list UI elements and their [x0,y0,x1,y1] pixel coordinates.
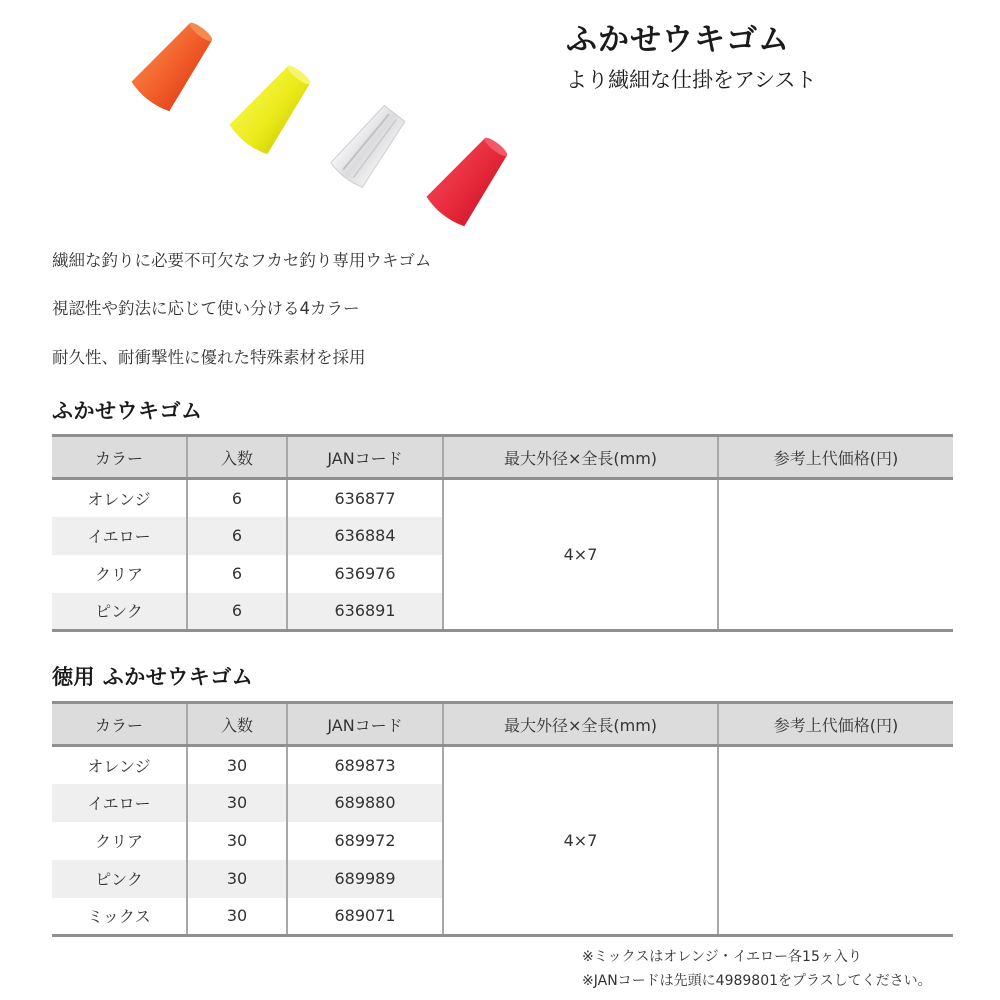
clear-cap [329,101,410,189]
cell-jan-code: 689873 [287,746,443,784]
cell-quantity: 30 [187,784,287,822]
header-jan-code: JANコード [287,436,443,479]
cell-jan-code: 689972 [287,822,443,860]
cell-color: イエロー [52,517,187,555]
section-title-value-pack: 徳用 ふかせウキゴム [52,665,254,689]
table-header-row [52,436,953,479]
feature-line-3: 耐久性、耐衝撃性に優れた特殊素材を採用 [52,348,366,367]
cell-color: ピンク [52,860,187,898]
cell-color: オレンジ [87,756,151,776]
spec-table-standard [52,434,953,632]
cell-color: ピンク [52,593,187,631]
cell-jan-code: 636976 [287,555,443,593]
pink-cap [424,129,517,229]
cell-color: ミックス [52,898,187,936]
cell-jan-code: 636891 [287,593,443,631]
float-rubber-caps-illustration [100,0,550,230]
product-title: ふかせウキゴム [566,22,790,58]
cell-quantity: 30 [187,860,287,898]
header-price: 参考上代価格(円) [718,703,953,746]
cell-jan-code: 689071 [287,898,443,936]
cell-quantity: 30 [187,898,287,936]
cell-price [718,479,953,631]
cell-jan-code: 689989 [287,860,443,898]
cell-color: クリア [94,832,143,851]
header-color: カラー [52,436,187,479]
cell-price [718,746,953,936]
table-header-row [52,703,953,746]
spec-table-value-pack [52,701,953,937]
cell-color: クリア [94,565,143,584]
product-subtitle: より繊細な仕掛をアシスト [566,68,817,92]
feature-line-1: 繊細な釣りに必要不可欠なフカセ釣り専用ウキゴム [52,251,432,270]
cell-color: イエロー [52,784,187,822]
header-color: カラー [52,703,187,746]
orange-cap [129,14,222,114]
cell-quantity: 6 [187,517,287,555]
cell-jan-code: 636877 [287,479,443,517]
table-row [52,479,953,517]
section-title-standard: ふかせウキゴム [52,399,203,423]
cell-color: オレンジ [87,489,151,509]
header-quantity: 入数 [187,703,287,746]
header-quantity: 入数 [187,436,287,479]
cell-quantity: 30 [187,746,287,784]
header-size: 最大外径×全長(mm) [443,436,718,479]
table-row [52,746,953,784]
footnote-jan-prefix: ※JANコードは先頭に4989801をプラスしてください。 [582,973,932,989]
cell-quantity: 30 [187,822,287,860]
header-size: 最大外径×全長(mm) [443,703,718,746]
header-price: 参考上代価格(円) [718,436,953,479]
footnote-mix-contents: ※ミックスはオレンジ・イエロー各15ヶ入り [582,949,862,965]
product-photo [100,0,550,230]
cell-size: 4×7 [443,479,718,631]
cell-size: 4×7 [443,746,718,936]
cell-jan-code: 689880 [287,784,443,822]
cell-quantity: 6 [187,555,287,593]
feature-line-2: 視認性や釣法に応じて使い分ける4カラー [52,299,360,318]
cell-quantity: 6 [187,593,287,631]
yellow-cap [227,57,320,157]
header-jan-code: JANコード [287,703,443,746]
cell-jan-code: 636884 [287,517,443,555]
cell-quantity: 6 [187,479,287,517]
